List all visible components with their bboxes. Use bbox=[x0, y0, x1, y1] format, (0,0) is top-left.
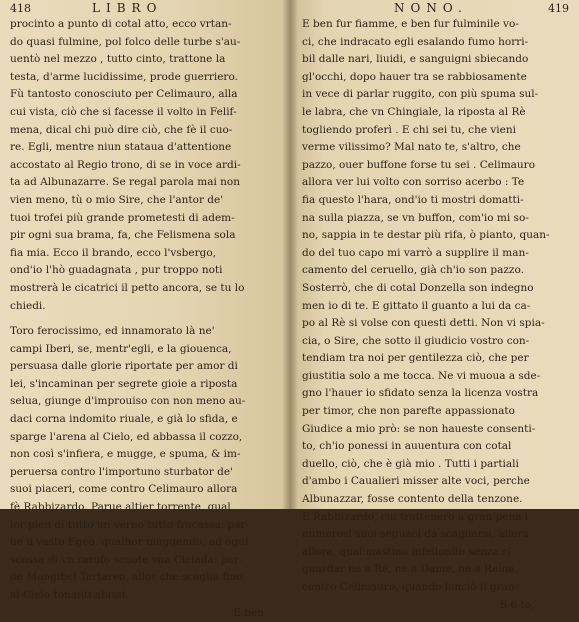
right-page-number: 419 bbox=[548, 2, 569, 15]
text-line: duello, ciò, che è già mio . Tutti i partiali bbox=[302, 457, 519, 470]
text-line: giustitia solo a me tocca. Ne vi muoua a sde- bbox=[302, 369, 541, 382]
text-line: guardar ne a Rè, ne a Dame, ne a Reina, bbox=[302, 563, 518, 576]
text-line: do del tuo capo mi varrò a supplire il man- bbox=[302, 246, 529, 259]
text-line: procinto a punto di cotal atto, ecco vrtan- bbox=[10, 18, 232, 30]
text-line: E Rabbizardo, cui trattenero a gran pena i bbox=[302, 510, 529, 523]
text-line: togliendo proferì . E chi sei tu, che vieni bbox=[302, 123, 517, 136]
text-line: per timor, che non parefte appassionato bbox=[302, 405, 515, 418]
text-line: tuoi trofei più grande prometesti di adem- bbox=[10, 211, 235, 224]
text-line: cia, o Sire, che sotto il giudicio vostro con- bbox=[302, 334, 530, 347]
text-line: Fù tantosto conosciuto per Celimauro, alla bbox=[10, 88, 238, 101]
right-catchword: S 6 to, bbox=[500, 598, 535, 611]
text-line: do quasi fulmine, pol folco delle turbe s'au- bbox=[10, 35, 241, 48]
text-line: to, ch'io ponessi in auuentura con cotal bbox=[302, 440, 512, 453]
text-line: allora ver lui volto con sorriso acerbo : Te bbox=[302, 176, 525, 189]
text-line: sparge l'arena al Cielo, ed abbassa il cozzo, bbox=[10, 430, 243, 443]
text-line: fè Rabbizardo. Parue altier torrente, qual bbox=[10, 501, 231, 514]
left-catchword: E ben bbox=[233, 606, 264, 619]
left-page bbox=[0, 0, 290, 619]
text-line: al Cielo tonanti abissi. bbox=[10, 589, 129, 601]
text-line: persuasa dalle glorie riportate per amor di bbox=[10, 360, 238, 373]
text-line: Giudice a mio prò: se non haueste consenti- bbox=[302, 422, 536, 435]
text-line: accostato al Regio trono, di se in voce ardi- bbox=[10, 158, 241, 171]
text-line: Albunazzar, fosse contento della tenzone. bbox=[302, 493, 523, 506]
book-gutter bbox=[282, 0, 298, 509]
text-line: vien meno, tù o mio Sire, che l'antor de' bbox=[10, 193, 224, 206]
text-line: Toro ferocissimo, ed innamorato là ne' bbox=[10, 325, 215, 338]
text-line: selua, giunge d'improuiso con non meno au- bbox=[10, 395, 246, 408]
right-running-head: NONO. bbox=[394, 1, 468, 15]
text-line: fia mia. Ecco il brando, ecco l'vsbergo, bbox=[10, 246, 217, 259]
text-line: gno l'hauer io sfidato senza la licenza vostra bbox=[302, 387, 539, 400]
text-line: lor pien di tutto un verno tutto fracassa: par- bbox=[10, 518, 250, 531]
text-line: pazzo, ouer buffone forse tu sei . Celimauro bbox=[302, 158, 536, 171]
text-line: ond'io l'hò guadagnata , pur troppo noti bbox=[10, 264, 223, 277]
left-page-header bbox=[10, 2, 282, 16]
text-line: suoi piaceri, come contro Celimauro allora bbox=[10, 483, 238, 496]
text-line: E ben fur fiamme, e ben fur fulminile vo- bbox=[302, 18, 519, 30]
right-page-header bbox=[302, 2, 573, 16]
text-line: ta ad Albunazarre. Se regal parola mai non bbox=[10, 176, 240, 189]
right-page-text bbox=[302, 16, 573, 597]
text-line: ci, che indracato egli esalando fumo horri- bbox=[302, 35, 529, 48]
text-line: in vece di parlar ruggito, con più spuma sul- bbox=[302, 88, 539, 101]
text-line: uentò nel mezzo , tutto cinto, trattone la bbox=[10, 53, 226, 66]
text-line: po al Rè si volse con questi detti. Non vi spia- bbox=[302, 317, 545, 330]
text-line: allora, qual mastino infellonito senza ri- bbox=[302, 545, 514, 558]
text-line: gl'occhi, dopo hauer tra se rabbiosamente bbox=[302, 70, 527, 83]
text-line: re. Egli, mentre niun stataua d'attentione bbox=[10, 141, 232, 154]
text-line: camento del ceruello, già ch'io son pazzo. bbox=[302, 264, 524, 277]
text-line: le labra, che vn Chingiale, la riposta al Rè bbox=[302, 105, 526, 118]
text-line: peruersa contro l'importuno sturbator de' bbox=[10, 465, 233, 478]
text-line: campi Iberi, se, mentr'egli, e la giouenca, bbox=[10, 342, 232, 355]
left-page-text bbox=[10, 16, 282, 605]
text-line: mostrerà le cicatrici il petto ancora, se tu lo bbox=[10, 281, 245, 294]
right-page bbox=[290, 0, 579, 611]
text-line: men io di te. E gittato il guanto a lui da ca- bbox=[302, 299, 531, 312]
text-line: ue il vasto Egeo, qualhor muggendo, ad ogni bbox=[10, 536, 249, 549]
text-line: d'ambo i Caualieri misser alte voci, perche bbox=[302, 475, 530, 488]
text-line: chiedi. bbox=[10, 299, 46, 312]
text-line: mena, dical chi può dire ciò, che fè il cuo- bbox=[10, 123, 233, 136]
text-line: bil dalle nari, liuidi, e sanguigni sbiecando bbox=[302, 53, 529, 66]
left-running-head: LIBRO bbox=[92, 1, 163, 15]
text-line: lei, s'incaminan per segrete gioie a riposta bbox=[10, 377, 238, 390]
text-line: fia questo l'hara, ond'io ti mostri domatti- bbox=[302, 193, 524, 206]
text-line: numerosi suoi seguaci da scagliarsi, allora bbox=[302, 528, 529, 541]
text-line: non così s'infiera, e mugge, e spuma, & im- bbox=[10, 448, 241, 461]
text-line: na sulla piazza, se vn buffon, com'io mi so- bbox=[302, 211, 529, 224]
left-page-number: 418 bbox=[10, 2, 31, 15]
text-line: verme vilissimo? Mal nato te, s'altro, che bbox=[302, 141, 521, 154]
text-line: contro Celimauro, quando lanciò il gran- bbox=[302, 581, 519, 593]
text-line: ue Mongibel Tartareo, allor che scaglia fino bbox=[10, 571, 243, 584]
text-line: scossa di vn rarofo scuote vna Ciclada: par- bbox=[10, 553, 243, 566]
text-line: no, sappia in te destar più rifa, ò pianto, quan- bbox=[302, 229, 550, 242]
text-line: pir ogni sua brama, fa, che Felismena sola bbox=[10, 229, 236, 242]
text-line: Sosterrò, che di cotal Donzella son indegno bbox=[302, 281, 534, 294]
text-line: testa, d'arme lucidissime, prode guerriero. bbox=[10, 70, 238, 83]
text-line: daci corna indomito riuale, e già lo sfida, e bbox=[10, 413, 238, 426]
text-line: cui vista, ciò che si facesse il volto in Felif- bbox=[10, 105, 237, 118]
text-line: tendiam tra noi per gentilezza ciò, che per bbox=[302, 352, 529, 365]
